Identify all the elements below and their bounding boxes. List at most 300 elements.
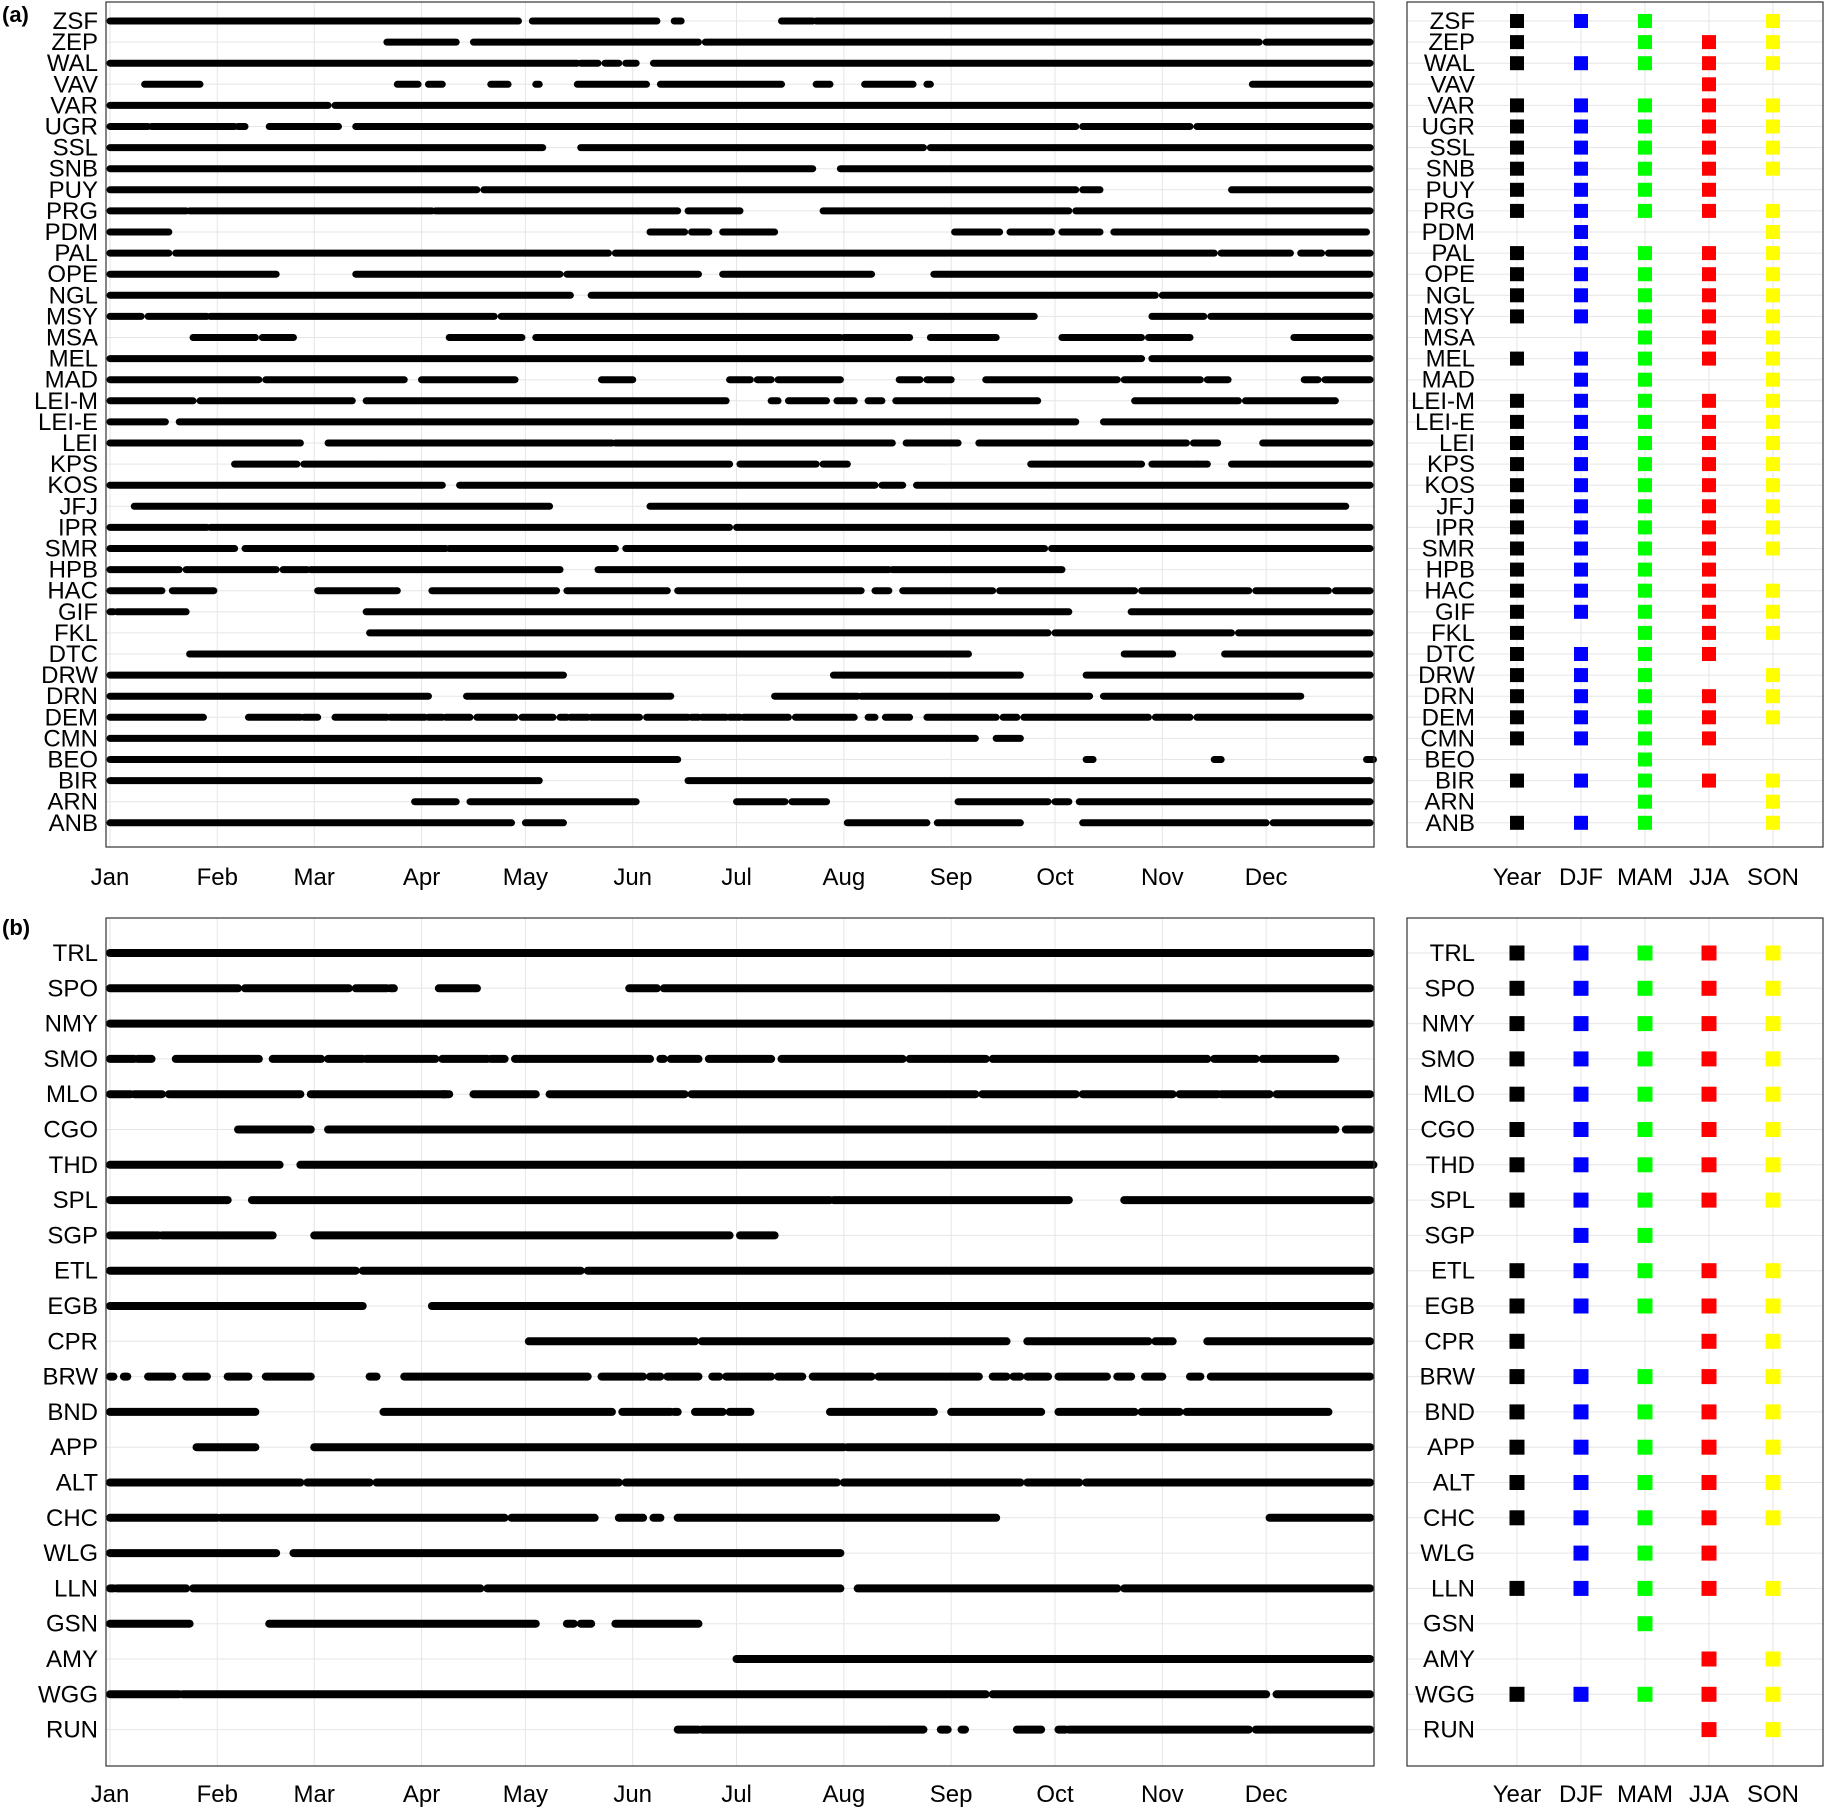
station-label: WLG — [1420, 1540, 1475, 1568]
season-marker-jja — [1702, 1051, 1717, 1066]
season-marker-year — [1510, 246, 1524, 260]
season-marker-mam — [1638, 1299, 1653, 1314]
station-label: DTC — [48, 641, 98, 668]
season-marker-djf — [1574, 183, 1588, 197]
season-marker-son — [1766, 246, 1780, 260]
season-tick-label: DJF — [1559, 1781, 1603, 1808]
season-marker-year — [1510, 816, 1524, 830]
x-tick-label: Jun — [613, 1781, 653, 1808]
season-marker-djf — [1574, 478, 1588, 492]
station-label: KOS — [47, 472, 98, 500]
station-label: NGL — [1425, 282, 1475, 310]
station-label: SNB — [48, 155, 98, 183]
season-marker-djf — [1574, 1475, 1589, 1490]
station-label: WGG — [1415, 1681, 1475, 1709]
season-marker-jja — [1702, 647, 1716, 661]
season-marker-jja — [1702, 77, 1716, 91]
station-label: ETL — [1430, 1257, 1475, 1285]
season-marker-son — [1766, 816, 1780, 830]
season-marker-jja — [1702, 710, 1716, 724]
station-label: CMN — [1420, 725, 1475, 753]
season-marker-year — [1510, 478, 1524, 492]
season-marker-djf — [1574, 1510, 1589, 1525]
season-marker-year — [1510, 520, 1524, 534]
station-label: BIR — [1434, 767, 1475, 795]
station-label: PUY — [1425, 176, 1475, 204]
season-marker-son — [1766, 352, 1780, 366]
season-marker-mam — [1638, 204, 1652, 218]
season-marker-jja — [1702, 1369, 1717, 1384]
station-label: CPR — [47, 1328, 98, 1356]
station-label: GSN — [45, 1610, 98, 1638]
season-marker-djf — [1574, 710, 1588, 724]
station-label: FKL — [53, 619, 98, 647]
season-marker-mam — [1638, 816, 1652, 830]
x-tick-label: Jan — [90, 1781, 130, 1808]
season-marker-djf — [1574, 1087, 1589, 1102]
x-tick-label: Oct — [1036, 864, 1074, 891]
station-label: WAL — [46, 50, 98, 78]
season-marker-mam — [1638, 246, 1652, 260]
station-label: PDM — [1421, 219, 1475, 246]
x-tick-label: Nov — [1140, 1781, 1184, 1808]
panel-a-label: (a) — [2, 2, 29, 27]
season-marker-mam — [1638, 1404, 1653, 1419]
season-marker-mam — [1638, 981, 1653, 996]
station-label: IPR — [57, 514, 98, 542]
season-marker-mam — [1638, 373, 1652, 387]
x-tick-label: Jul — [721, 1781, 752, 1808]
station-label: BND — [1424, 1398, 1475, 1426]
season-marker-year — [1510, 499, 1524, 513]
season-marker-jja — [1702, 478, 1716, 492]
season-marker-mam — [1638, 1510, 1653, 1525]
season-marker-mam — [1638, 309, 1652, 323]
season-marker-year — [1510, 204, 1524, 218]
season-marker-mam — [1638, 183, 1652, 197]
station-label: GSN — [1422, 1610, 1475, 1638]
season-marker-son — [1766, 1087, 1781, 1102]
season-marker-mam — [1638, 56, 1652, 70]
season-marker-djf — [1574, 309, 1588, 323]
season-marker-jja — [1702, 542, 1716, 556]
season-marker-year — [1510, 457, 1524, 471]
season-marker-son — [1766, 689, 1780, 703]
season-marker-djf — [1574, 225, 1588, 239]
season-marker-son — [1766, 1369, 1781, 1384]
station-label: APP — [49, 1434, 98, 1462]
station-label: RUN — [46, 1716, 98, 1744]
season-marker-son — [1766, 204, 1780, 218]
season-marker-jja — [1702, 141, 1716, 155]
station-label: ZEP — [1428, 29, 1475, 57]
season-marker-year — [1510, 731, 1524, 745]
season-marker-son — [1766, 162, 1780, 176]
season-marker-jja — [1702, 563, 1716, 577]
season-marker-son — [1766, 1404, 1781, 1419]
station-label: DEM — [1421, 704, 1475, 732]
season-marker-jja — [1702, 120, 1716, 134]
season-marker-son — [1766, 457, 1780, 471]
season-marker-son — [1766, 499, 1780, 513]
season-marker-mam — [1638, 605, 1652, 619]
x-tick-label: Feb — [196, 864, 238, 891]
season-marker-son — [1766, 1652, 1781, 1667]
season-marker-mam — [1638, 689, 1652, 703]
season-tick-label: JJA — [1688, 864, 1730, 891]
station-label: UGR — [44, 113, 98, 141]
station-label: DRW — [41, 662, 98, 690]
station-label: KOS — [1424, 472, 1475, 500]
station-label: TRL — [52, 940, 98, 967]
season-marker-jja — [1702, 605, 1716, 619]
season-marker-mam — [1638, 1016, 1653, 1031]
season-marker-mam — [1638, 352, 1652, 366]
season-marker-djf — [1574, 647, 1588, 661]
season-marker-year — [1510, 309, 1524, 323]
season-marker-mam — [1638, 795, 1652, 809]
station-label: THD — [48, 1151, 98, 1179]
station-label: BRW — [42, 1363, 98, 1391]
season-marker-jja — [1702, 246, 1716, 260]
season-marker-mam — [1638, 584, 1652, 598]
season-marker-mam — [1638, 162, 1652, 176]
season-marker-son — [1766, 1122, 1781, 1137]
season-marker-mam — [1638, 731, 1652, 745]
season-marker-jja — [1702, 1652, 1717, 1667]
season-marker-year — [1510, 120, 1524, 134]
season-marker-mam — [1638, 331, 1652, 345]
season-marker-djf — [1574, 1687, 1589, 1702]
season-marker-jja — [1702, 56, 1716, 70]
station-label: SMO — [43, 1045, 98, 1073]
season-marker-son — [1766, 1334, 1781, 1349]
station-label: PDM — [44, 219, 98, 246]
season-marker-year — [1510, 563, 1524, 577]
station-label: TRL — [1429, 940, 1475, 967]
station-label: MEL — [1425, 345, 1475, 373]
season-marker-jja — [1702, 1440, 1717, 1455]
station-label: JFJ — [1436, 493, 1475, 521]
x-tick-label: Sep — [929, 1781, 973, 1808]
season-marker-son — [1766, 1193, 1781, 1208]
station-label: WLG — [43, 1540, 98, 1568]
season-marker-mam — [1638, 1228, 1653, 1243]
season-marker-year — [1510, 584, 1524, 598]
season-marker-year — [1510, 626, 1524, 640]
season-marker-mam — [1638, 1263, 1653, 1278]
season-marker-jja — [1702, 1510, 1717, 1525]
station-label: MLO — [45, 1081, 98, 1109]
station-label: SSL — [52, 134, 98, 162]
station-label: WGG — [38, 1681, 98, 1709]
x-tick-label: Dec — [1244, 864, 1288, 891]
station-label: PAL — [54, 240, 98, 268]
station-label: HAC — [47, 577, 98, 605]
season-marker-jja — [1702, 626, 1716, 640]
station-label: CHC — [1423, 1504, 1475, 1532]
season-marker-jja — [1702, 1546, 1717, 1561]
x-tick-label: Mar — [293, 864, 335, 891]
season-marker-mam — [1638, 1546, 1653, 1561]
season-marker-jja — [1702, 35, 1716, 49]
season-marker-mam — [1638, 520, 1652, 534]
station-label: AMY — [1422, 1646, 1475, 1673]
season-marker-year — [1510, 141, 1524, 155]
station-label: MAD — [1421, 366, 1475, 394]
season-marker-year — [1510, 1122, 1525, 1137]
season-marker-son — [1766, 542, 1780, 556]
season-tick-label: DJF — [1559, 864, 1603, 891]
station-label: BEO — [47, 746, 98, 774]
x-tick-label: Apr — [402, 864, 441, 891]
station-label: MAD — [44, 366, 98, 394]
season-marker-mam — [1638, 668, 1652, 682]
station-label: RUN — [1423, 1716, 1475, 1744]
season-marker-mam — [1638, 1581, 1653, 1596]
season-marker-year — [1510, 542, 1524, 556]
x-tick-label: Feb — [196, 1781, 238, 1808]
station-label: MEL — [48, 345, 98, 373]
station-label: DTC — [1425, 641, 1475, 668]
season-marker-djf — [1574, 56, 1588, 70]
season-marker-jja — [1702, 331, 1716, 345]
season-marker-son — [1766, 1581, 1781, 1596]
season-marker-son — [1766, 1475, 1781, 1490]
station-label: SMR — [44, 535, 98, 563]
season-marker-son — [1766, 520, 1780, 534]
season-marker-djf — [1574, 1581, 1589, 1596]
panel-a-seasonal-plot — [1407, 2, 1823, 891]
season-marker-jja — [1702, 394, 1716, 408]
season-marker-mam — [1638, 457, 1652, 471]
season-marker-djf — [1574, 1369, 1589, 1384]
season-tick-label: Year — [1492, 864, 1542, 891]
season-marker-son — [1766, 373, 1780, 387]
station-label: UGR — [1421, 113, 1475, 141]
station-label: NGL — [48, 282, 98, 310]
season-tick-label: MAM — [1617, 864, 1673, 891]
season-marker-mam — [1638, 267, 1652, 281]
season-marker-year — [1510, 668, 1524, 682]
season-tick-label: SON — [1746, 864, 1800, 891]
season-tick-label: SON — [1746, 1781, 1800, 1808]
season-marker-djf — [1574, 14, 1588, 28]
panel-b — [2, 915, 1823, 1808]
season-marker-djf — [1574, 563, 1588, 577]
season-marker-son — [1766, 394, 1780, 408]
season-marker-son — [1766, 309, 1780, 323]
station-label: KPS — [1426, 451, 1475, 479]
x-tick-label: Jan — [90, 864, 130, 891]
season-marker-mam — [1638, 288, 1652, 302]
station-label: IPR — [1434, 514, 1475, 542]
season-marker-son — [1766, 478, 1780, 492]
station-label: CPR — [1424, 1328, 1475, 1356]
station-label: SNB — [1425, 155, 1475, 183]
season-marker-djf — [1574, 1404, 1589, 1419]
season-marker-year — [1510, 1510, 1525, 1525]
season-marker-son — [1766, 1016, 1781, 1031]
season-marker-jja — [1702, 1087, 1717, 1102]
season-marker-son — [1766, 14, 1780, 28]
season-marker-jja — [1702, 1299, 1717, 1314]
season-marker-djf — [1574, 457, 1588, 471]
season-marker-year — [1510, 162, 1524, 176]
station-label: HPB — [1425, 556, 1475, 584]
station-label: ANB — [48, 809, 98, 837]
season-marker-son — [1766, 1299, 1781, 1314]
season-marker-year — [1510, 1051, 1525, 1066]
station-label: ANB — [1425, 809, 1475, 837]
season-marker-djf — [1574, 1016, 1589, 1031]
season-marker-djf — [1574, 436, 1588, 450]
season-marker-djf — [1574, 816, 1588, 830]
season-marker-mam — [1638, 1369, 1653, 1384]
season-marker-djf — [1574, 668, 1588, 682]
season-marker-year — [1510, 1440, 1525, 1455]
season-marker-mam — [1638, 1157, 1653, 1172]
season-marker-djf — [1574, 162, 1588, 176]
season-marker-mam — [1638, 1440, 1653, 1455]
x-tick-label: Oct — [1036, 1781, 1074, 1808]
season-marker-year — [1510, 946, 1525, 961]
season-marker-son — [1766, 120, 1780, 134]
season-marker-year — [1510, 689, 1524, 703]
season-marker-djf — [1574, 1263, 1589, 1278]
station-label: ALT — [1432, 1469, 1475, 1497]
season-marker-djf — [1574, 373, 1588, 387]
season-marker-jja — [1702, 162, 1716, 176]
station-label: KPS — [49, 451, 98, 479]
station-label: LLN — [1430, 1575, 1475, 1603]
panel-a-timeline-plot — [34, 2, 1374, 891]
season-marker-year — [1510, 183, 1524, 197]
station-label: VAV — [1430, 71, 1475, 99]
season-marker-year — [1510, 1404, 1525, 1419]
season-marker-year — [1510, 981, 1525, 996]
season-marker-djf — [1574, 1228, 1589, 1243]
season-marker-year — [1510, 774, 1524, 788]
station-label: HPB — [48, 556, 98, 584]
season-marker-mam — [1638, 563, 1652, 577]
season-marker-djf — [1574, 981, 1589, 996]
season-marker-jja — [1702, 352, 1716, 366]
station-label: OPE — [47, 261, 98, 289]
station-label: MSA — [45, 324, 98, 352]
season-marker-son — [1766, 1263, 1781, 1278]
season-marker-mam — [1638, 710, 1652, 724]
season-marker-mam — [1638, 1475, 1653, 1490]
station-label: LEI-M — [1410, 387, 1475, 415]
season-marker-son — [1766, 1687, 1781, 1702]
station-label: FKL — [1430, 619, 1475, 647]
station-label: LEI-M — [33, 387, 98, 415]
station-label: PUY — [48, 176, 98, 204]
season-marker-mam — [1638, 647, 1652, 661]
season-marker-djf — [1574, 120, 1588, 134]
station-label: SGP — [1424, 1222, 1475, 1250]
station-label: ETL — [53, 1257, 98, 1285]
season-marker-djf — [1574, 98, 1588, 112]
season-marker-jja — [1702, 499, 1716, 513]
season-marker-mam — [1638, 436, 1652, 450]
season-marker-year — [1510, 394, 1524, 408]
season-marker-djf — [1574, 394, 1588, 408]
season-marker-son — [1766, 774, 1780, 788]
station-label: VAV — [53, 71, 98, 99]
season-marker-jja — [1702, 731, 1716, 745]
season-marker-djf — [1574, 267, 1588, 281]
season-marker-jja — [1702, 981, 1717, 996]
season-marker-mam — [1638, 394, 1652, 408]
season-marker-djf — [1574, 1440, 1589, 1455]
station-label: CMN — [43, 725, 98, 753]
station-label: MSA — [1422, 324, 1475, 352]
season-marker-djf — [1574, 1051, 1589, 1066]
station-label: PAL — [1431, 240, 1475, 268]
season-marker-year — [1510, 1581, 1525, 1596]
season-marker-jja — [1702, 1157, 1717, 1172]
season-marker-djf — [1574, 415, 1588, 429]
season-marker-djf — [1574, 288, 1588, 302]
station-label: CHC — [46, 1504, 98, 1532]
season-marker-year — [1510, 1687, 1525, 1702]
season-marker-jja — [1702, 1122, 1717, 1137]
season-marker-year — [1510, 1263, 1525, 1278]
season-marker-djf — [1574, 1193, 1589, 1208]
season-marker-djf — [1574, 204, 1588, 218]
station-label: MSY — [45, 303, 98, 331]
season-marker-mam — [1638, 1687, 1653, 1702]
season-marker-son — [1766, 141, 1780, 155]
season-marker-year — [1510, 352, 1524, 366]
season-marker-djf — [1574, 584, 1588, 598]
season-marker-son — [1766, 605, 1780, 619]
station-label: BEO — [1424, 746, 1475, 774]
station-label: THD — [1425, 1151, 1475, 1179]
season-marker-jja — [1702, 204, 1716, 218]
season-marker-jja — [1702, 774, 1716, 788]
season-marker-son — [1766, 56, 1780, 70]
season-marker-son — [1766, 1157, 1781, 1172]
station-label: ARN — [1424, 788, 1475, 816]
season-marker-son — [1766, 267, 1780, 281]
station-label: SSL — [1429, 134, 1475, 162]
season-marker-jja — [1702, 98, 1716, 112]
season-marker-son — [1766, 288, 1780, 302]
season-marker-son — [1766, 981, 1781, 996]
season-marker-djf — [1574, 141, 1588, 155]
season-marker-son — [1766, 584, 1780, 598]
station-label: DRN — [46, 683, 98, 711]
season-tick-label: JJA — [1688, 1781, 1730, 1808]
season-marker-mam — [1638, 1193, 1653, 1208]
season-marker-son — [1766, 1051, 1781, 1066]
station-label: ZSF — [1429, 8, 1475, 35]
station-label: DEM — [44, 704, 98, 732]
season-marker-son — [1766, 35, 1780, 49]
station-label: MLO — [1422, 1081, 1475, 1109]
season-marker-jja — [1702, 1404, 1717, 1419]
season-marker-jja — [1702, 1475, 1717, 1490]
station-label: LEI — [61, 430, 98, 457]
station-label: BRW — [1419, 1363, 1475, 1391]
season-marker-djf — [1574, 520, 1588, 534]
season-marker-mam — [1638, 141, 1652, 155]
season-marker-year — [1510, 436, 1524, 450]
season-marker-mam — [1638, 14, 1652, 28]
